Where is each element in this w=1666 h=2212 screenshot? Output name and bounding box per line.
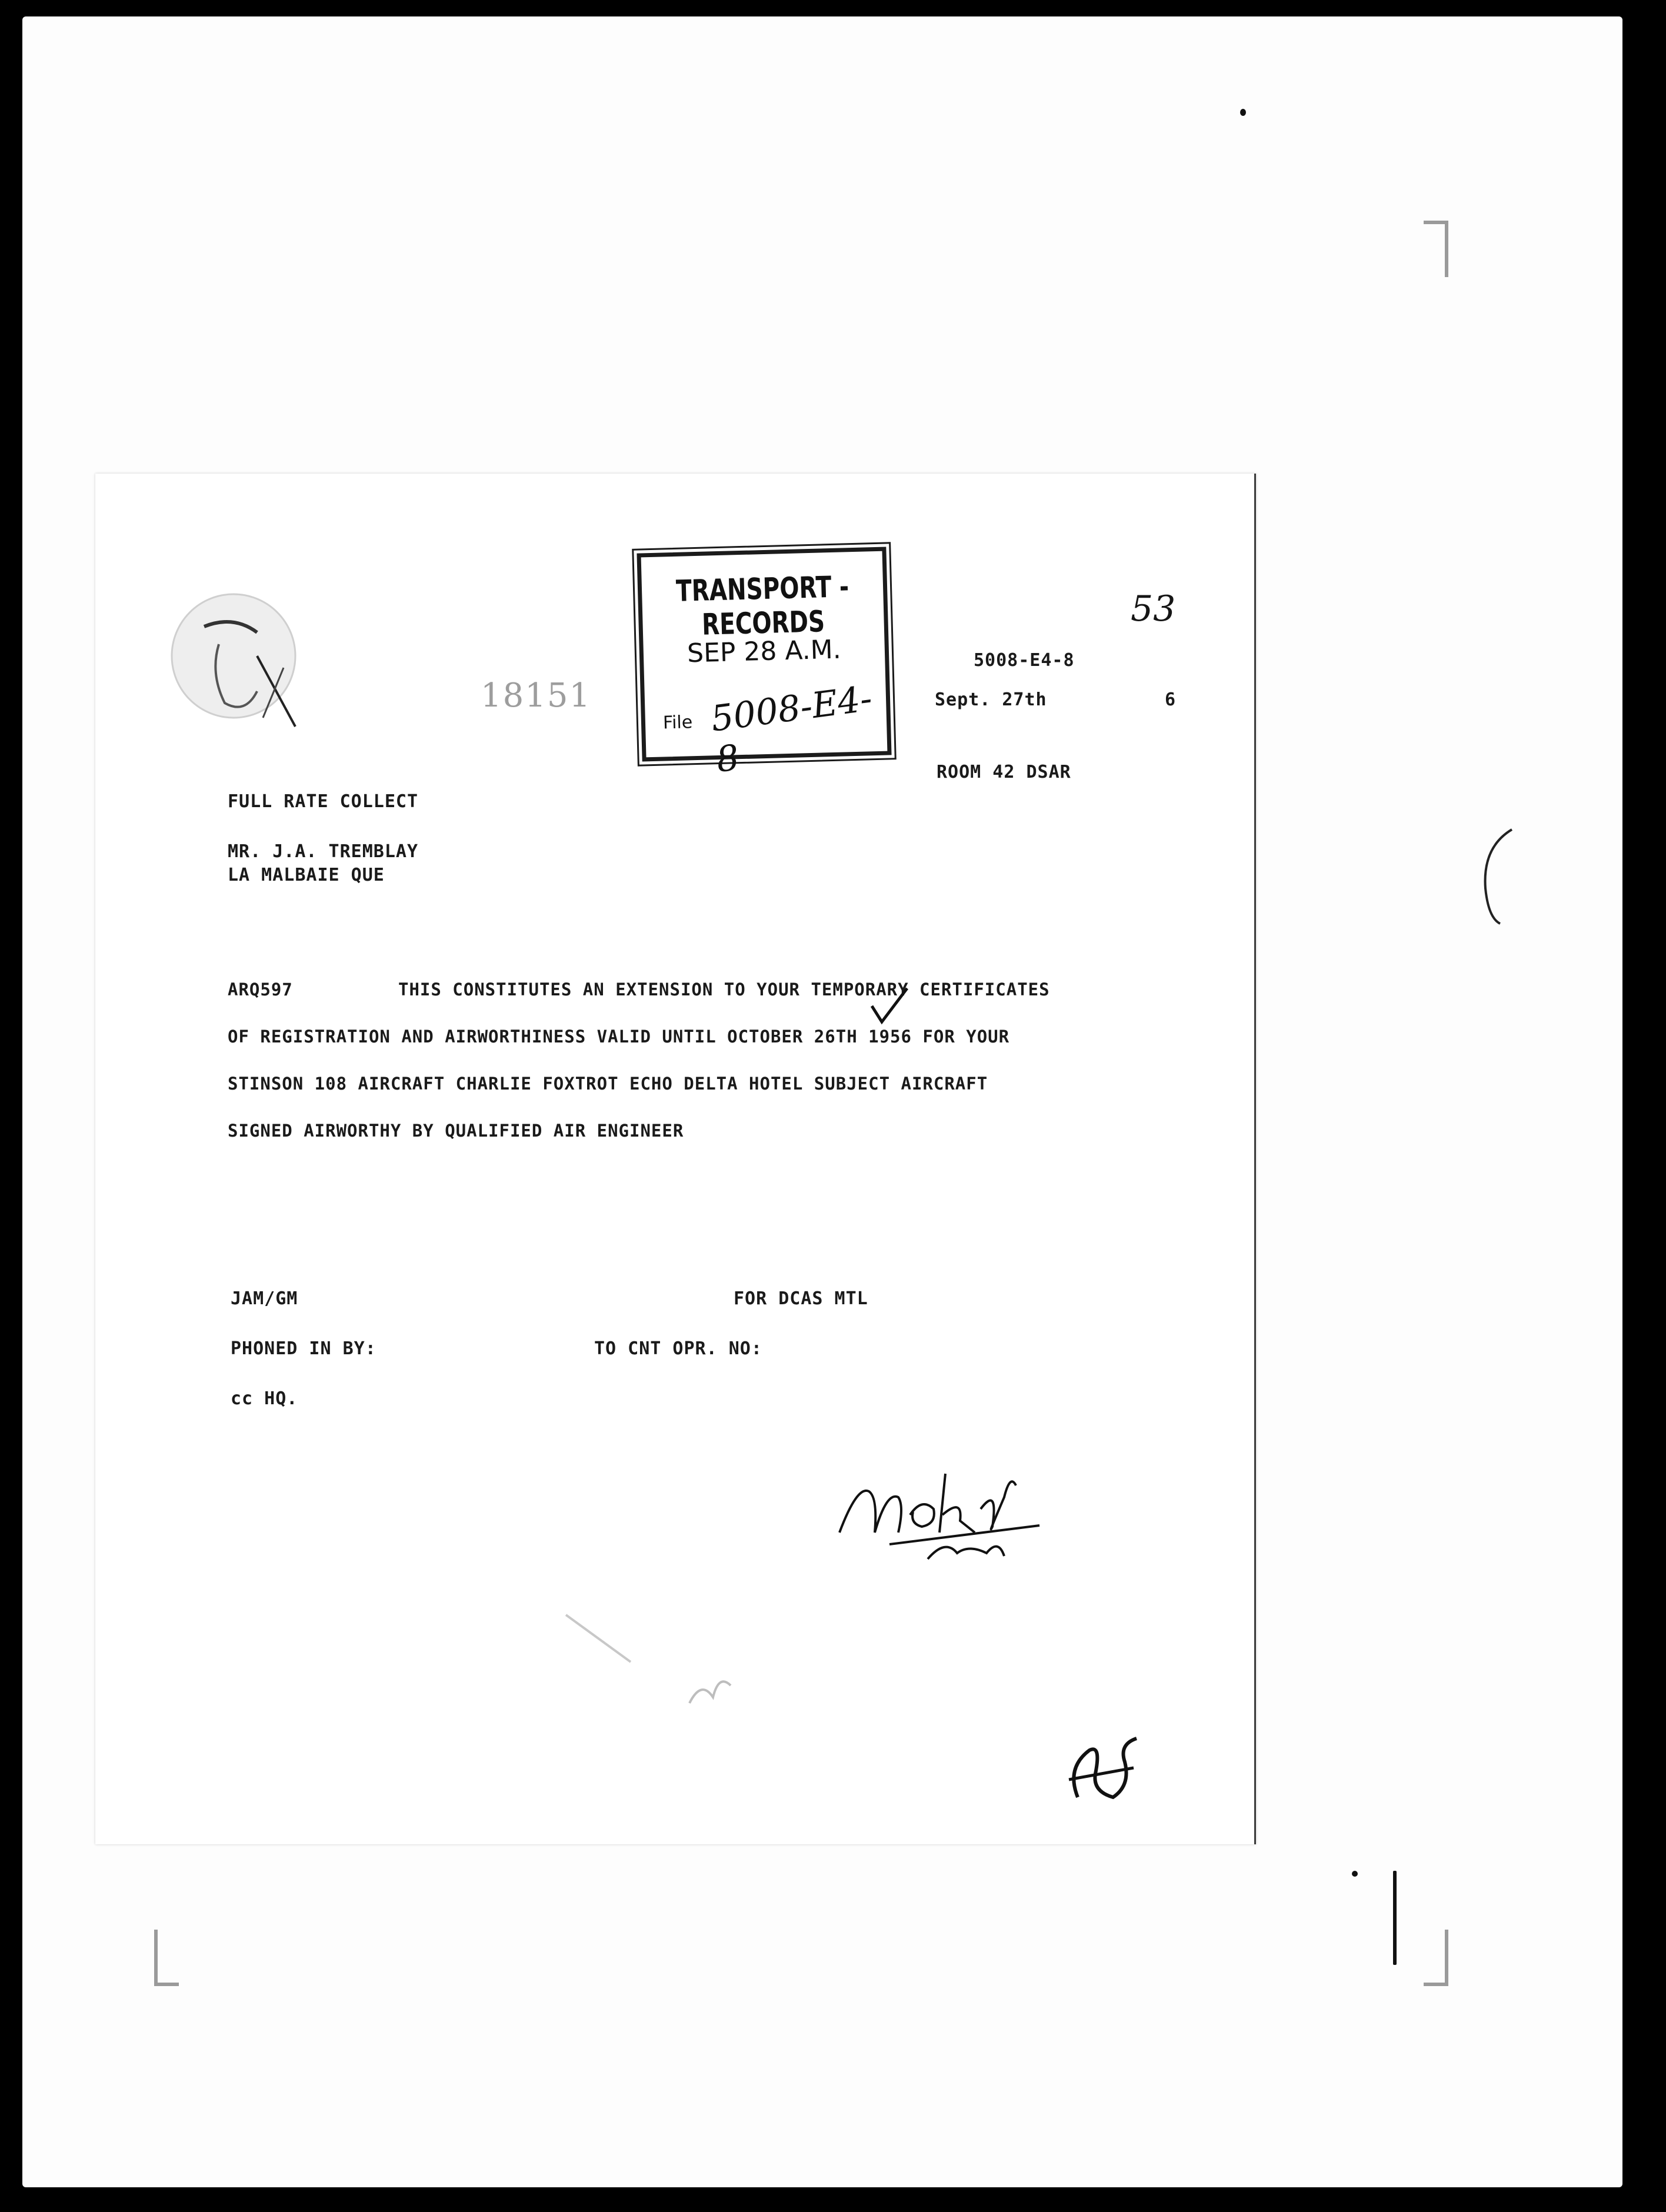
to-cnt-opr: TO CNT OPR. NO: [594, 1338, 762, 1359]
check-mark [869, 985, 910, 1027]
transport-records-stamp [637, 547, 891, 781]
message-line-3: STINSON 108 AIRCRAFT CHARLIE FOXTROT ECHO DELTA HOTEL SUBJECT AIRCRAFT [228, 1074, 988, 1094]
stamp-title: TRANSPORT - RECORDS [675, 569, 849, 642]
message-line-2: OF REGISTRATION AND AIRWORTHINESS VALID UNTIL OCTOBER 26TH 1956 FOR YOUR [228, 1027, 1010, 1047]
addressee-name: MR. J.A. TREMBLAY [228, 841, 419, 862]
date: Sept. 27th [935, 689, 1047, 710]
date-suffix: 6 [1165, 689, 1177, 710]
room: ROOM 42 DSAR [937, 762, 1071, 782]
message-line-1: THIS CONSTITUTES AN EXTENSION TO YOUR TEMPORARY CERTIFICATES [398, 980, 1050, 1000]
pencil-bracket [1471, 824, 1518, 930]
handwritten-number: 53 [1131, 588, 1176, 629]
rate-instruction: FULL RATE COLLECT [228, 791, 419, 812]
margin-line [1393, 1871, 1397, 1965]
faint-reference-number: 18151 [481, 677, 592, 715]
stamp-file-label: File [662, 712, 693, 734]
message-reference: ARQ597 [228, 980, 293, 1000]
addressee-place: LA MALBAIE QUE [228, 865, 385, 885]
crop-mark-top-right [1424, 221, 1448, 277]
handwritten-initial-mark [1060, 1727, 1142, 1809]
telegram-sheet [95, 474, 1256, 1844]
dust-speck [1240, 109, 1246, 116]
stamp-file-number: 5008-E4-8 [708, 678, 875, 781]
handwritten-signature [834, 1450, 1081, 1568]
seal-mark [169, 591, 310, 732]
crop-mark-bottom-right [1424, 1930, 1448, 1986]
message-line-4: SIGNED AIRWORTHY BY QUALIFIED AIR ENGINEER [228, 1121, 684, 1141]
stamp-date: SEP 28 A.M. [687, 634, 842, 669]
phoned-in-by: PHONED IN BY: [231, 1338, 376, 1359]
faint-pencil-mark [560, 1609, 795, 1727]
dust-speck [1352, 1871, 1358, 1877]
carbon-copy: cc HQ. [231, 1388, 298, 1409]
operator-initials: JAM/GM [231, 1288, 298, 1309]
file-reference: 5008-E4-8 [974, 650, 1075, 671]
for-office: FOR DCAS MTL [734, 1288, 868, 1309]
crop-mark-bottom-left [154, 1930, 179, 1986]
